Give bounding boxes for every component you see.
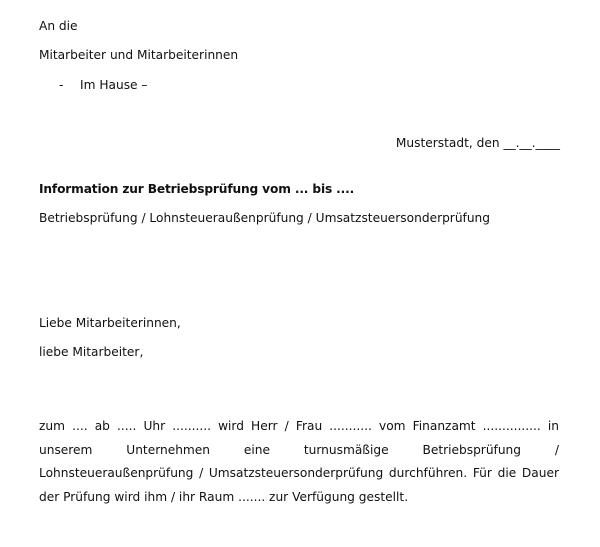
salutation-line-1: Liebe Mitarbeiterinnen, <box>39 316 181 330</box>
body-paragraph: zum .... ab ..... Uhr .......... wird Herr / Frau ........... vom Finanzamt ............... in unserem Unternehmen eine turnusmäßige Betriebsprüfung / Lohnsteueraußenprüfung / Umsatzsteuersonderprüfung durchführen. Für die Dauer der Prüfung wird ihm / ihr Raum ....... zur Verfügung gestellt. <box>39 419 559 504</box>
recipient-line-2: Mitarbeiter und Mitarbeiterinnen <box>39 48 239 62</box>
salutation-line-2: liebe Mitarbeiter, <box>39 345 144 359</box>
audit-types: Betriebsprüfung / Lohnsteueraußenprüfung / Umsatzsteuersonderprüfung <box>39 211 491 225</box>
recipient-line-3: Im Hause – <box>80 78 148 92</box>
place-date: Musterstadt, den __.__.____ <box>395 136 560 150</box>
recipient-line-1: An die <box>39 19 78 33</box>
subject-line: Information zur Betriebsprüfung vom ... bis .... <box>39 182 355 196</box>
recipient-dash: - <box>59 78 64 92</box>
